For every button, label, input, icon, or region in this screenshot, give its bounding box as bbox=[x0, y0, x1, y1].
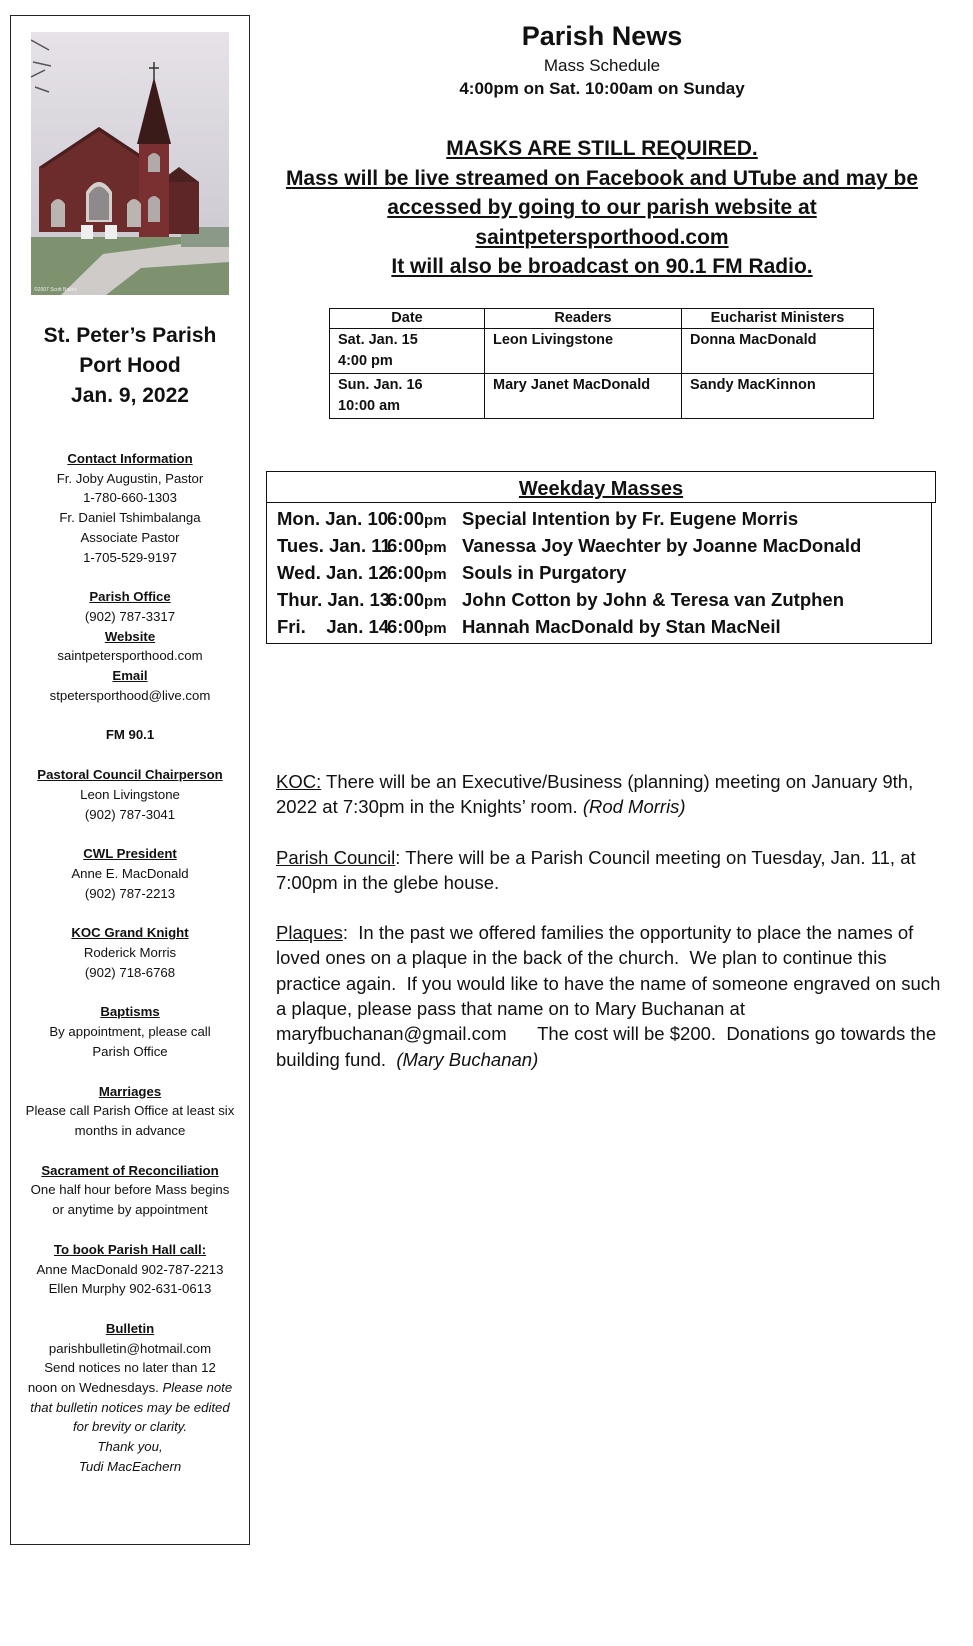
marriages-line2: months in advance bbox=[74, 1122, 186, 1138]
koc-heading: KOC Grand Knight bbox=[71, 925, 189, 941]
table-row bbox=[330, 374, 874, 419]
parish-town: Port Hood bbox=[79, 354, 181, 377]
pastor-name: Fr. Joby Augustin, Pastor bbox=[56, 470, 204, 486]
table-header-row bbox=[330, 309, 874, 329]
mass-day: Wed. Jan. 12 bbox=[277, 562, 389, 583]
reconciliation-line1: One half hour before Mass begins bbox=[30, 1182, 230, 1198]
koc-name: Roderick Morris bbox=[83, 945, 177, 961]
cell-date-day: Sat. Jan. 15 bbox=[338, 332, 418, 348]
mass-day: Fri. Jan. 14 bbox=[277, 616, 390, 637]
cell-minister: Donna MacDonald bbox=[682, 329, 874, 374]
mass-time bbox=[387, 506, 462, 533]
cell-date-time: 4:00 pm bbox=[338, 353, 393, 369]
mass-times: 4:00pm on Sat. 10:00am on Sunday bbox=[459, 79, 745, 98]
contact-info bbox=[10, 449, 250, 1477]
bulletin-line2a: noon on Wednesdays. bbox=[27, 1380, 163, 1396]
notice-line: accessed by going to our parish website at bbox=[387, 196, 817, 219]
pastoral-name: Leon Livingstone bbox=[80, 786, 180, 802]
bulletin-line3: that bulletin notices may be edited bbox=[30, 1399, 230, 1415]
ministry-table bbox=[329, 308, 874, 419]
hall-heading: To book Parish Hall call: bbox=[53, 1241, 207, 1257]
notice-line: MASKS ARE STILL REQUIRED. bbox=[446, 137, 758, 160]
associate-phone: 1-705-529-9197 bbox=[83, 549, 177, 565]
table-row bbox=[330, 329, 874, 374]
column-header-ministers: Eucharist Ministers bbox=[682, 309, 874, 329]
mass-intention: John Cotton by John & Teresa van Zutphen bbox=[462, 589, 845, 610]
radio-frequency: FM 90.1 bbox=[105, 727, 155, 743]
mass-intention: Special Intention by Fr. Eugene Morris bbox=[462, 508, 799, 529]
list-item bbox=[267, 560, 931, 587]
church-image bbox=[31, 32, 229, 295]
list-item bbox=[267, 533, 931, 560]
bulletin-line2b: Please note bbox=[162, 1380, 233, 1396]
website-heading: Website bbox=[104, 628, 156, 644]
column-header-readers: Readers bbox=[485, 309, 682, 329]
mass-time bbox=[387, 560, 462, 587]
associate-role: Associate Pastor bbox=[80, 529, 180, 545]
baptisms-line1: By appointment, please call bbox=[49, 1024, 211, 1040]
weekday-list bbox=[266, 503, 932, 644]
weekday-title-text: Weekday Masses bbox=[518, 478, 684, 500]
mass-day: Thur. Jan. 13 bbox=[277, 589, 391, 610]
baptisms-line2: Parish Office bbox=[92, 1043, 168, 1059]
mass-time-ampm: pm bbox=[424, 593, 447, 610]
hall-line1: Anne MacDonald 902-787-2213 bbox=[36, 1261, 224, 1277]
email-link[interactable]: stpetersporthood@live.com bbox=[49, 687, 211, 703]
bulletin-email[interactable]: parishbulletin@hotmail.com bbox=[48, 1340, 212, 1356]
koc-phone: (902) 718-6768 bbox=[84, 964, 176, 980]
bulletin-line6: Tudi MacEachern bbox=[78, 1458, 182, 1474]
pastoral-phone: (902) 787-3041 bbox=[84, 806, 176, 822]
council-announcement bbox=[276, 845, 942, 896]
mass-time-ampm: pm bbox=[424, 620, 447, 637]
cwl-name: Anne E. MacDonald bbox=[71, 865, 189, 881]
cell-date-time: 10:00 am bbox=[338, 398, 401, 414]
bulletin-line1: Send notices no later than 12 bbox=[44, 1360, 216, 1376]
bulletin-line2 bbox=[10, 1378, 250, 1398]
mass-intention: Souls in Purgatory bbox=[462, 562, 627, 583]
mass-time bbox=[387, 614, 462, 641]
photo-credit: ©2007 Scott Baltes bbox=[34, 287, 77, 293]
mass-intention: Hannah MacDonald by Stan MacNeil bbox=[462, 616, 781, 637]
bulletin-line4: for brevity or clarity. bbox=[72, 1419, 188, 1435]
cell-date-day: Sun. Jan. 16 bbox=[338, 377, 423, 393]
notice-line: Mass will be live streamed on Facebook and UTube and may be bbox=[285, 166, 919, 190]
cell-date bbox=[330, 374, 485, 419]
list-item bbox=[267, 614, 931, 641]
plaques-announcement bbox=[276, 920, 946, 1072]
koc-announcement bbox=[276, 769, 942, 820]
bulletin-heading: Bulletin bbox=[105, 1320, 155, 1336]
email-heading: Email bbox=[112, 668, 148, 684]
marriages-heading: Marriages bbox=[98, 1083, 162, 1099]
list-item bbox=[267, 587, 931, 614]
cwl-heading: CWL President bbox=[83, 846, 177, 862]
mass-intention: Vanessa Joy Waechter by Joanne MacDonald bbox=[462, 535, 862, 556]
mass-time-value: 6:00 bbox=[387, 616, 425, 637]
weekday-masses bbox=[266, 471, 936, 644]
mass-day: Tues. Jan. 11 bbox=[277, 535, 391, 556]
notice-line[interactable]: saintpetersporthood.com bbox=[475, 225, 729, 249]
office-heading: Parish Office bbox=[89, 589, 171, 605]
pastoral-heading: Pastoral Council Chairperson bbox=[37, 767, 223, 783]
office-phone: (902) 787-3317 bbox=[84, 608, 176, 624]
plaques-text: : In the past we offered families the opportunity to place the names of loved ones on a plaque in the back of the church. We plan to continue this practice again. If you would like to have the name of someone engraved on such a plaque, please pass that name on to Mary Buchanan at maryfbuchanan@gmail.com The cost will be $200. Donations go towards the building fund. bbox=[276, 922, 946, 1070]
cell-reader: Mary Janet MacDonald bbox=[485, 374, 682, 419]
weekday-title bbox=[266, 471, 936, 503]
cell-date bbox=[330, 329, 485, 374]
mass-schedule-subtitle: Mass Schedule bbox=[543, 56, 661, 75]
mass-time bbox=[387, 533, 462, 560]
associate-name: Fr. Daniel Tshimbalanga bbox=[59, 510, 201, 526]
parish-name: St. Peter’s Parish bbox=[43, 324, 217, 347]
main-header bbox=[265, 17, 939, 101]
reconciliation-line2: or anytime by appointment bbox=[52, 1202, 208, 1218]
reconciliation-heading: Sacrament of Reconciliation bbox=[41, 1162, 219, 1178]
notice-line: It will also be broadcast on 90.1 FM Radio. bbox=[391, 255, 813, 278]
sidebar bbox=[10, 15, 250, 1545]
mass-time-value: 6:00 bbox=[387, 508, 425, 529]
list-item bbox=[267, 506, 931, 533]
plaques-signature: (Mary Buchanan) bbox=[396, 1048, 539, 1070]
mass-time-ampm: pm bbox=[424, 512, 447, 529]
koc-label: KOC: bbox=[276, 771, 322, 792]
council-label: Parish Council bbox=[276, 846, 396, 868]
column-header-date: Date bbox=[330, 309, 485, 329]
mass-time bbox=[387, 587, 462, 614]
marriages-line1: Please call Parish Office at least six bbox=[25, 1103, 235, 1119]
announcements bbox=[276, 769, 946, 1097]
mass-day: Mon. Jan. 10 bbox=[277, 508, 389, 529]
pastor-phone: 1-780-660-1303 bbox=[83, 490, 177, 506]
cell-reader: Leon Livingstone bbox=[485, 329, 682, 374]
mass-time-value: 6:00 bbox=[387, 562, 425, 583]
koc-signature: (Rod Morris) bbox=[582, 796, 686, 818]
plaques-label: Plaques bbox=[276, 922, 343, 944]
page-title: Parish News bbox=[521, 21, 683, 51]
cell-minister: Sandy MacKinnon bbox=[682, 374, 874, 419]
mass-time-ampm: pm bbox=[424, 566, 447, 583]
baptisms-heading: Baptisms bbox=[100, 1004, 160, 1020]
bulletin-line5: Thank you, bbox=[97, 1439, 163, 1455]
council-text: : There will be a Parish Council meeting on Tuesday, Jan. 11, at 7:00pm in the glebe house. bbox=[276, 846, 916, 893]
website-link[interactable]: saintpetersporthood.com bbox=[57, 648, 203, 664]
mass-time-value: 6:00 bbox=[387, 589, 425, 610]
contact-heading: Contact Information bbox=[67, 451, 193, 466]
mass-time-value: 6:00 bbox=[387, 535, 425, 556]
hall-line2: Ellen Murphy 902-631-0613 bbox=[48, 1281, 212, 1297]
church-photo bbox=[31, 32, 229, 295]
parish-header bbox=[11, 321, 249, 411]
bulletin-date: Jan. 9, 2022 bbox=[71, 384, 189, 407]
mass-time-ampm: pm bbox=[424, 539, 447, 556]
koc-text: There will be an Executive/Business (planning) meeting on January 9th, 2022 at 7:30pm in the Knights’ room. bbox=[276, 771, 914, 818]
masks-notice bbox=[265, 134, 939, 282]
cwl-phone: (902) 787-2213 bbox=[84, 885, 176, 901]
